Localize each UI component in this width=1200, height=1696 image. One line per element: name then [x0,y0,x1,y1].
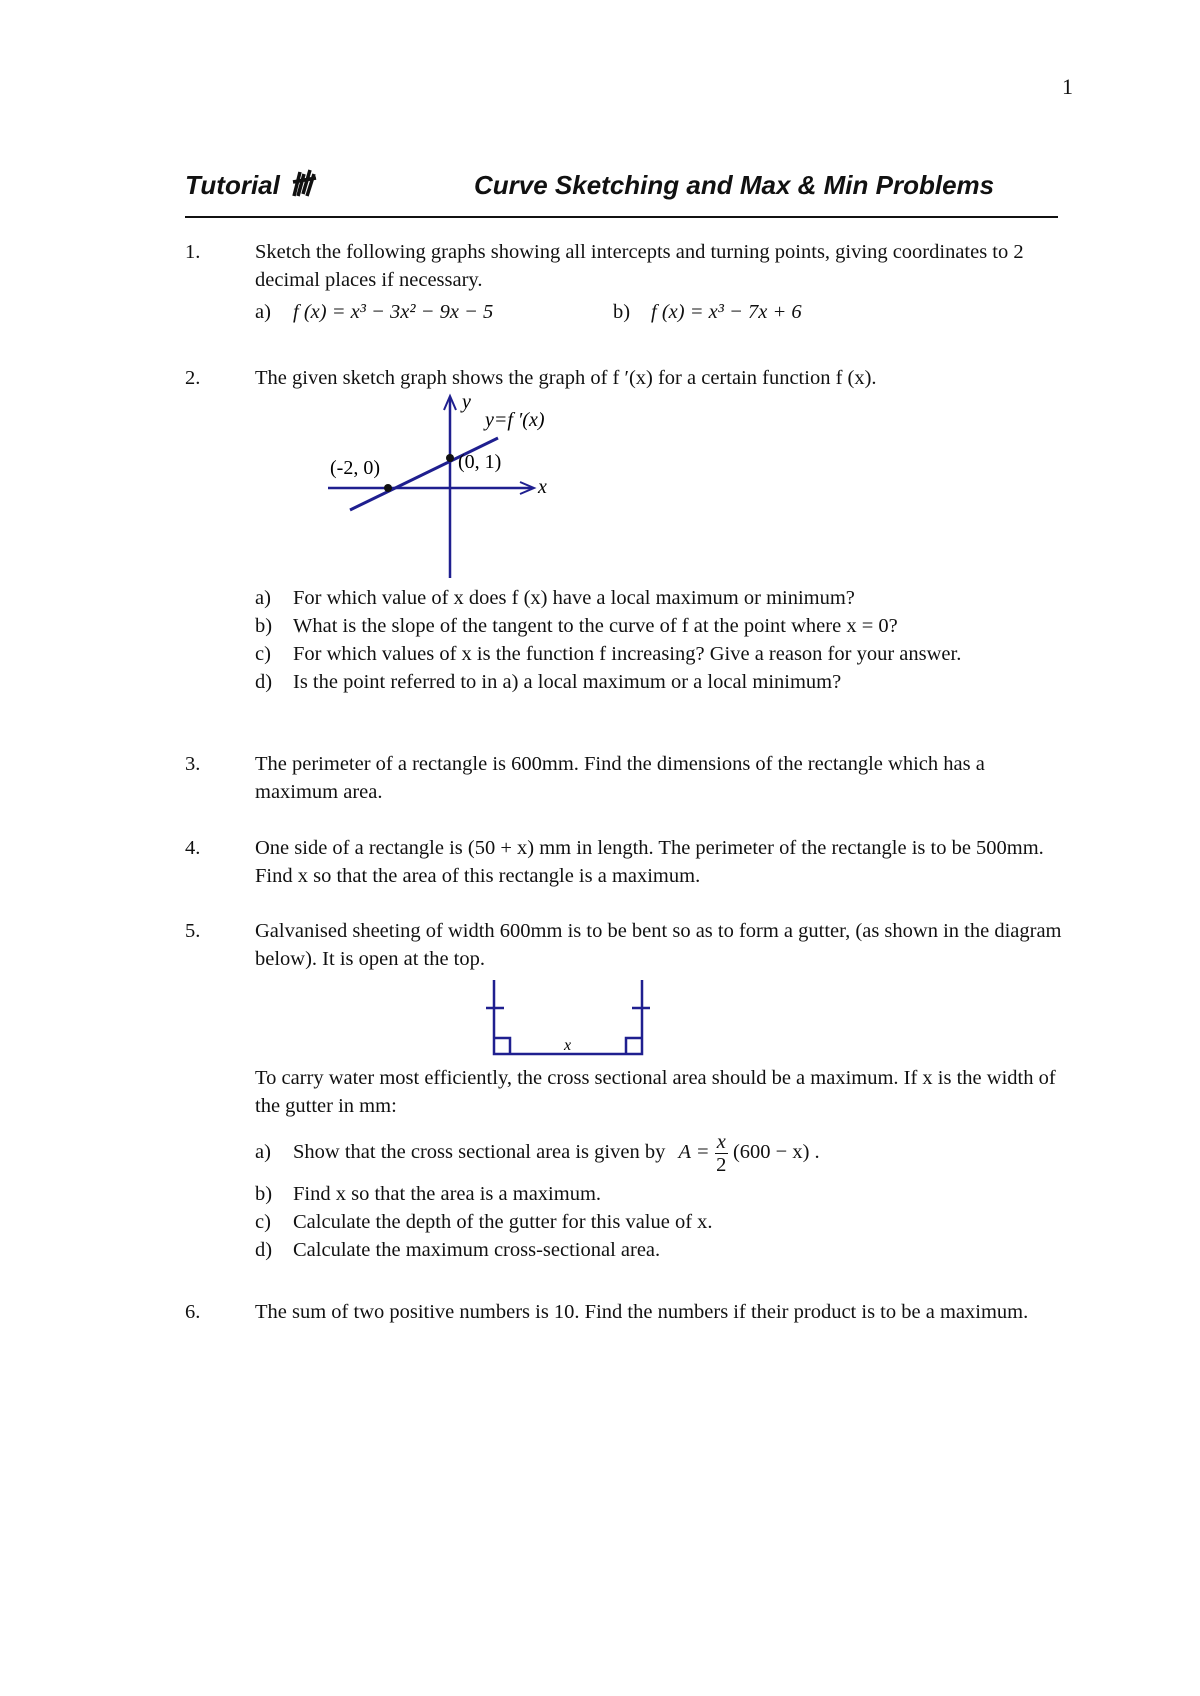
part-text: Find x so that the area is a maximum. [293,1182,602,1205]
function-a: f (x) = x³ − 3x² − 9x − 5 [293,301,494,323]
question-text: To carry water most efficiently, the cross sectional area should be a maximum. If x is the width of the gutter in mm: [255,1067,1056,1117]
page-number: 1 [1062,74,1073,99]
x-axis-label: x [538,476,547,498]
point-marker [384,484,392,492]
function-b: f (x) = x³ − 7x + 6 [651,301,802,323]
point-label: (0, 1) [458,451,502,473]
formula-lhs: A = [678,1141,710,1163]
question-number: 3. [185,753,201,775]
question-number: 6. [185,1301,201,1323]
part-label: d) [255,1238,273,1261]
question-text: The perimeter of a rectangle is 600mm. Find the dimensions of the rectangle which has a maximum area. [255,753,985,803]
curve-label: y=f ′(x) [485,409,545,431]
part-label: b) [613,301,631,323]
page-title: Curve Sketching and Max & Min Problems [474,170,995,200]
part-label: a) [255,587,271,609]
part-label: d) [255,671,273,693]
question-text: Galvanised sheeting of width 600mm is to be bent so as to form a gutter, (as shown in the diagram below). It is open at the top. [255,920,1062,970]
handwritten-scribble-icon [290,166,320,202]
part-label: a) [255,1141,271,1163]
formula-rhs: (600 − x) . [732,1141,820,1163]
part-label: b) [255,1182,273,1205]
part-label: c) [255,643,271,665]
part-text: Calculate the depth of the gutter for this value of x. [293,1210,713,1233]
fraction-denominator: 2 [716,1153,727,1176]
question-number: 1. [185,241,201,263]
part-text: What is the slope of the tangent to the curve of f at the point where x = 0? [293,615,898,637]
derivative-graph [320,392,560,582]
width-label: x [564,1037,572,1054]
question-number: 4. [185,837,201,859]
question-text: The given sketch graph shows the graph of f ′(x) for a certain function f (x). [255,367,877,389]
question-text: Sketch the following graphs showing all intercepts and turning points, giving coordinates to 2 decimal places if necessary. [255,241,1024,291]
gutter-diagram [484,978,654,1060]
question-number: 5. [185,920,201,942]
y-axis-label: y [462,392,471,413]
part-label: a) [255,301,271,323]
formula-fraction [715,1131,728,1176]
part-text: Calculate the maximum cross-sectional area. [293,1238,661,1261]
right-angle-left [494,1038,510,1054]
question-text: One side of a rectangle is (50 + x) mm in length. The perimeter of the rectangle is to be 500mm. Find x so that the area of this rectangle is a maximum. [255,837,1044,887]
point-label: (-2, 0) [330,457,380,479]
right-angle-right [626,1038,642,1054]
part-text: Show that the cross sectional area is given by [293,1141,666,1163]
part-text: For which values of x is the function f increasing? Give a reason for your answer. [293,643,962,665]
tutorial-label: Tutorial [185,170,280,200]
part-label: b) [255,615,273,637]
part-label: c) [255,1210,271,1233]
question-text: The sum of two positive numbers is 10. Find the numbers if their product is to be a maximum. [255,1301,1029,1323]
page-header [185,168,1058,218]
part-text: Is the point referred to in a) a local maximum or a local minimum? [293,671,842,693]
point-marker [446,454,454,462]
question-number: 2. [185,367,201,389]
fraction-numerator: x [716,1130,726,1153]
part-text: For which value of x does f (x) have a local maximum or minimum? [293,587,855,609]
